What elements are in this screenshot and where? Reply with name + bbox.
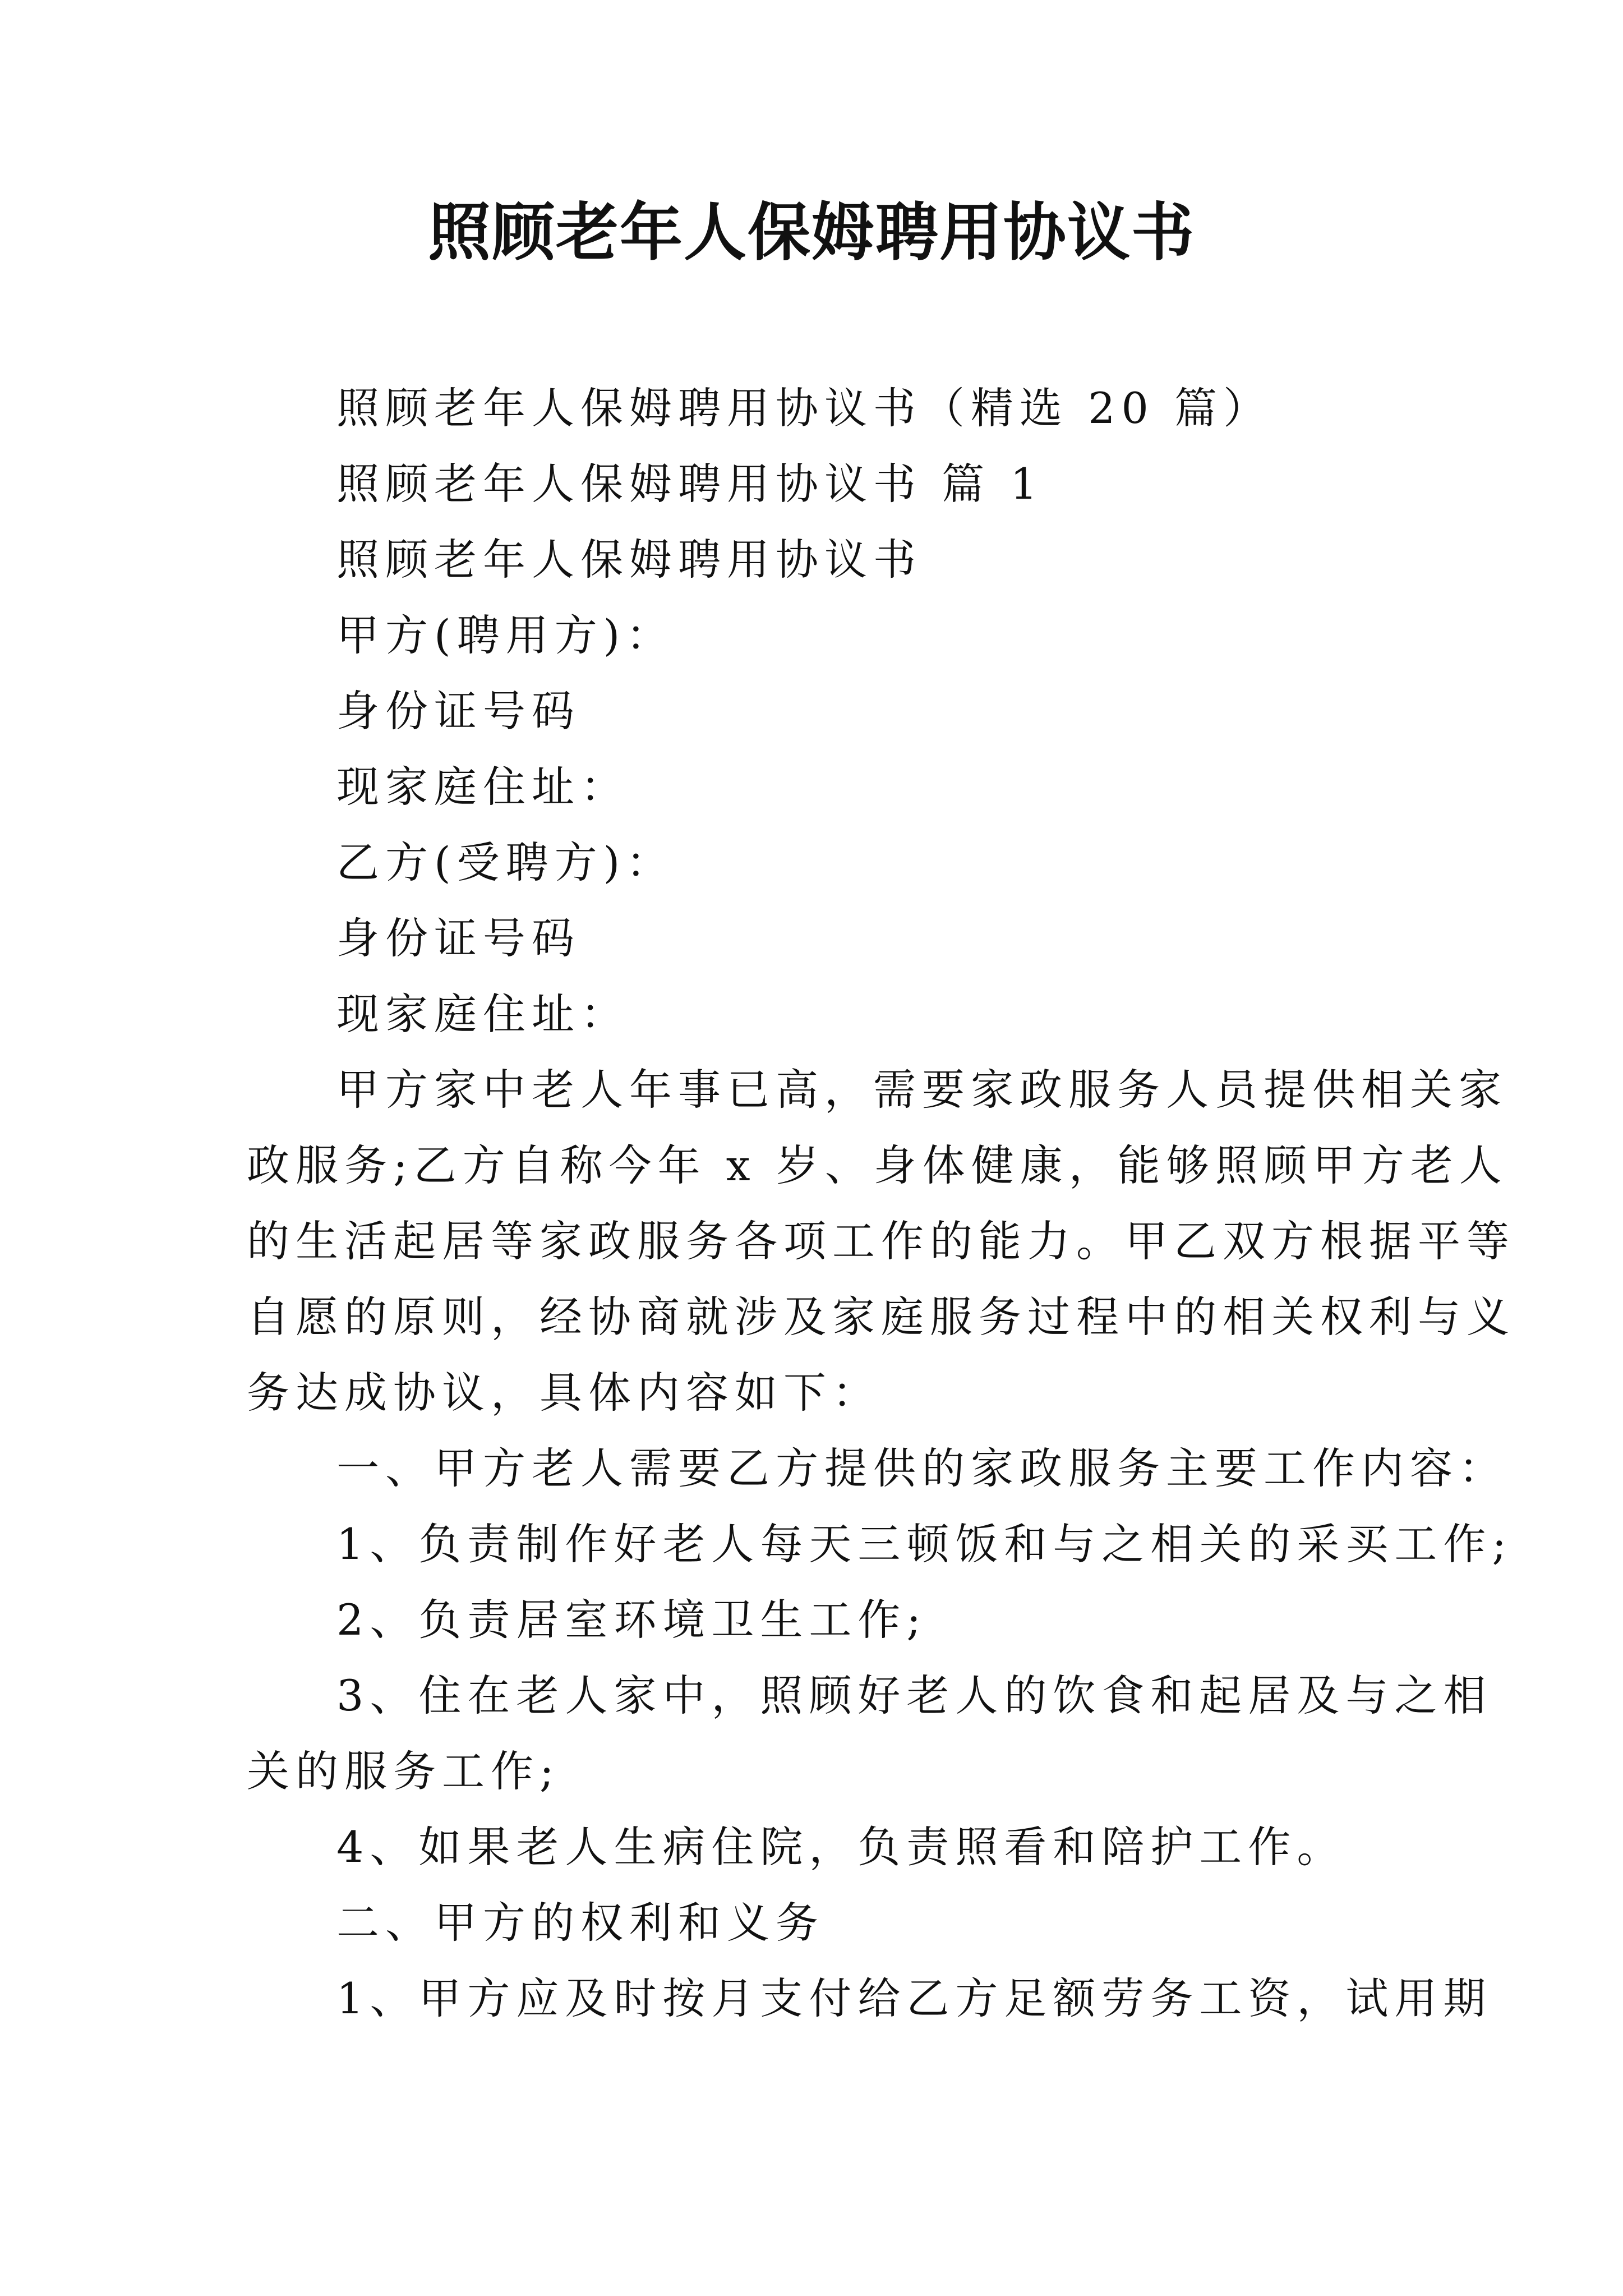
clause-item-line: 1、甲方应及时按月支付给乙方足额劳务工资，试用期: [336, 1973, 1492, 2023]
section-heading-line: 照顾老年人保姆聘用协议书 篇 1: [336, 459, 1044, 509]
party-b-label: 乙方(受聘方)：: [336, 838, 675, 887]
paragraph-line: 政服务;乙方自称今年 x 岁、身体健康，能够照顾甲方老人: [247, 1140, 1508, 1190]
clause-heading-line: 一、甲方老人需要乙方提供的家政服务主要工作内容：: [336, 1443, 1507, 1493]
clause-item-line: 2、负责居室环境卫生工作;: [336, 1595, 927, 1645]
party-b-address-label: 现家庭住址：: [336, 989, 629, 1039]
party-a-address-label: 现家庭住址：: [336, 762, 629, 812]
party-b-id-label: 身份证号码: [336, 913, 580, 963]
clause-item-continuation-line: 关的服务工作;: [247, 1746, 560, 1796]
paragraph-line: 自愿的原则，经协商就涉及家庭服务过程中的相关权利与义: [247, 1292, 1515, 1342]
document-title: 照顾老年人保姆聘用协议书: [428, 196, 1195, 269]
party-a-id-label: 身份证号码: [336, 686, 580, 736]
clause-item-line: 3、住在老人家中，照顾好老人的饮食和起居及与之相: [336, 1671, 1492, 1720]
clause-heading-line: 二、甲方的权利和义务: [336, 1898, 824, 1948]
party-a-label: 甲方(聘用方)：: [336, 610, 675, 660]
clause-item-line: 1、负责制作好老人每天三顿饭和与之相关的采买工作;: [336, 1519, 1513, 1569]
paragraph-line: 甲方家中老人年事已高，需要家政服务人员提供相关家: [336, 1065, 1507, 1115]
document-body: [247, 370, 1515, 2036]
paragraph-line: 的生活起居等家政服务各项工作的能力。甲乙双方根据平等: [247, 1216, 1515, 1266]
subtitle-line: 照顾老年人保姆聘用协议书（精选 20 篇）: [336, 383, 1272, 433]
paragraph-line: 务达成协议，具体内容如下：: [247, 1368, 881, 1418]
clause-item-line: 4、如果老人生病住院，负责照看和陪护工作。: [336, 1822, 1346, 1872]
agreement-name-line: 照顾老年人保姆聘用协议书: [336, 535, 922, 585]
